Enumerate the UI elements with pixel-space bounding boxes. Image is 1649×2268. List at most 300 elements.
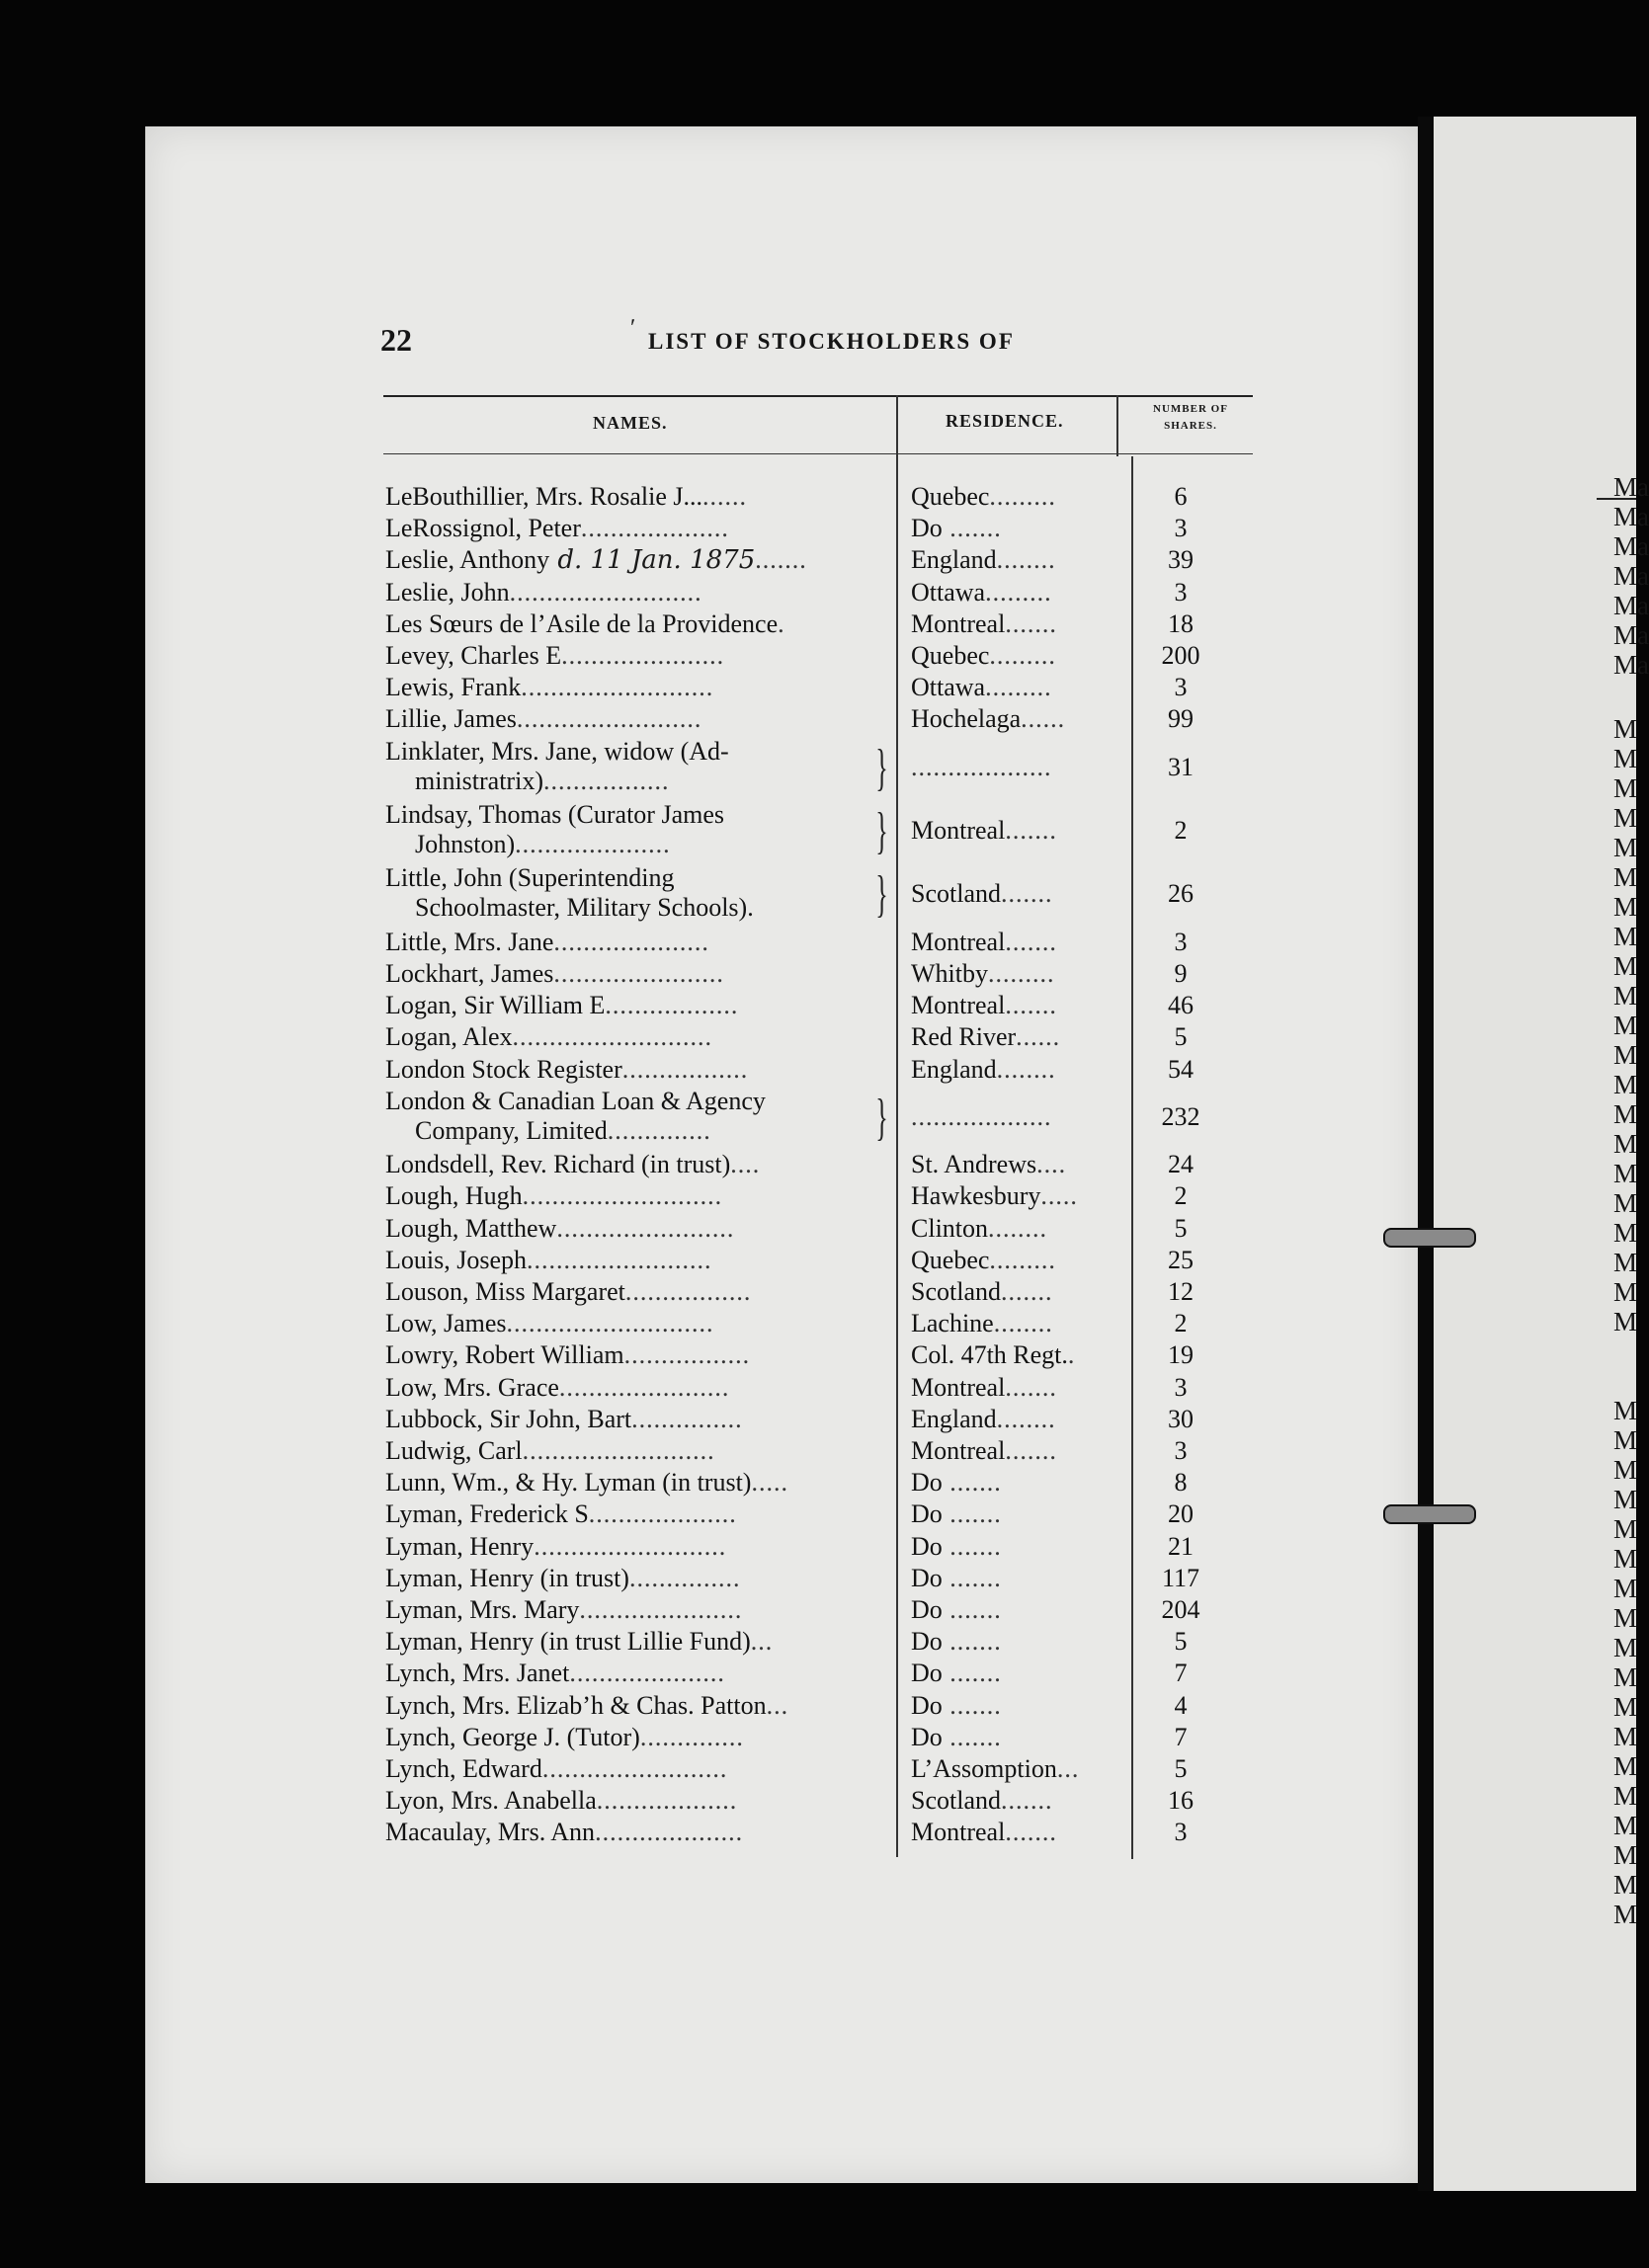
stockholder-name bbox=[385, 1564, 740, 1593]
binder-ring-lower bbox=[1383, 1504, 1476, 1524]
stockholder-name-line: Linklater, Mrs. Jane, widow (Ad- bbox=[385, 736, 729, 766]
leader-dots: ..................... bbox=[569, 1659, 725, 1688]
stockholder-residence: Montreal....... bbox=[911, 1818, 1057, 1847]
leader-dots: . bbox=[778, 608, 785, 638]
facing-page-fragment: M bbox=[1613, 1070, 1638, 1099]
stockholder-name-line: Lubbock, Sir John, Bart bbox=[385, 1404, 632, 1433]
facing-page-fragment: Ma bbox=[1613, 472, 1649, 502]
column-header-names: NAMES. bbox=[593, 413, 668, 433]
share-count: 204 bbox=[1161, 1595, 1200, 1624]
stockholder-name-line: Lyman, Henry bbox=[385, 1531, 535, 1561]
leader-dots: ........ bbox=[996, 1404, 1056, 1433]
share-count: 5 bbox=[1174, 1022, 1188, 1052]
entry-brace: } bbox=[875, 866, 888, 924]
leader-dots: ... bbox=[750, 1627, 774, 1657]
leader-dots: ....................... bbox=[553, 959, 724, 988]
stockholder-name bbox=[385, 1818, 743, 1847]
share-count: 3 bbox=[1174, 514, 1188, 543]
facing-page-fragment: M bbox=[1613, 981, 1638, 1011]
facing-page-fragment: M bbox=[1613, 1692, 1638, 1722]
leader-dots: ................. bbox=[624, 1277, 752, 1306]
leader-dots: ....... bbox=[755, 545, 807, 575]
stockholder-name bbox=[385, 1595, 742, 1625]
stockholder-residence: Scotland....... bbox=[911, 1786, 1053, 1816]
stockholder-residence: Col. 47th Regt.. bbox=[911, 1340, 1076, 1370]
page-number: 22 bbox=[380, 322, 412, 358]
stockholder-name bbox=[385, 514, 729, 543]
share-count: 200 bbox=[1161, 641, 1200, 670]
facing-page-fragment: M bbox=[1613, 1188, 1638, 1218]
stockholder-name bbox=[385, 1150, 760, 1179]
stockholder-name-line: Londsdell, Rev. Richard (in trust) bbox=[385, 1150, 731, 1179]
facing-page-fragment: M bbox=[1613, 1811, 1638, 1840]
stockholder-name-line: Lynch, Mrs. Janet bbox=[385, 1659, 570, 1688]
leader-dots: ................. bbox=[621, 1054, 749, 1084]
stockholder-name-line: Lough, Hugh bbox=[385, 1181, 523, 1211]
stockholder-name-line: LeBouthillier, Mrs. Rosalie J... bbox=[385, 482, 703, 511]
leader-dots: ..... bbox=[1040, 1181, 1078, 1211]
share-count: 5 bbox=[1174, 1627, 1188, 1657]
stockholder-name-line: Lockhart, James bbox=[385, 959, 554, 988]
stockholder-name-line: Lynch, Mrs. Elizab’h & Chas. Patton bbox=[385, 1690, 767, 1720]
leader-dots: ....... bbox=[942, 1659, 1002, 1688]
share-count: 3 bbox=[1174, 577, 1188, 607]
facing-page-fragment: M bbox=[1613, 1840, 1638, 1870]
stockholder-name bbox=[385, 1754, 727, 1784]
leader-dots: ....... bbox=[1005, 816, 1057, 845]
stockholder-residence: England........ bbox=[911, 1054, 1056, 1084]
leader-dots: .... bbox=[1036, 1150, 1067, 1179]
leader-dots: ....... bbox=[942, 1627, 1002, 1657]
leader-dots: . bbox=[1067, 1340, 1076, 1370]
stockholder-residence: Hochelaga...... bbox=[911, 704, 1066, 734]
leader-dots: ....... bbox=[1001, 879, 1053, 909]
stockholder-name bbox=[385, 545, 807, 575]
stockholder-name bbox=[385, 1277, 751, 1307]
leader-dots: ......... bbox=[989, 641, 1056, 670]
stockholder-name-line: Levey, Charles E bbox=[385, 641, 562, 670]
stockholder-name-line: Lyman, Mrs. Mary bbox=[385, 1595, 580, 1624]
share-count: 19 bbox=[1168, 1340, 1194, 1370]
stockholder-name bbox=[385, 1436, 715, 1466]
leader-dots: ....... bbox=[1001, 1277, 1053, 1306]
leader-dots: .......................... bbox=[509, 577, 702, 607]
column-header-shares: NUMBER OF SHARES. bbox=[1153, 403, 1228, 432]
stockholder-name bbox=[385, 1405, 743, 1434]
leader-dots: ..... bbox=[751, 1468, 788, 1498]
leader-dots: ................. bbox=[623, 1340, 751, 1370]
facing-page-fragment: M bbox=[1613, 714, 1638, 744]
stockholder-name-line: Lowry, Robert William bbox=[385, 1340, 624, 1370]
stockholder-residence: Do ....... bbox=[911, 1468, 1002, 1498]
stockholder-name bbox=[385, 1499, 737, 1529]
leader-dots: ....... bbox=[1005, 1436, 1057, 1465]
stockholder-residence: Montreal....... bbox=[911, 1372, 1057, 1402]
leader-dots: ......... bbox=[988, 959, 1055, 988]
leader-dots: ...... bbox=[1021, 704, 1066, 734]
stockholder-residence: Scotland....... bbox=[911, 1277, 1053, 1306]
stockholder-residence: Montreal....... bbox=[911, 816, 1057, 845]
share-count: 8 bbox=[1174, 1468, 1188, 1498]
leader-dots: ... bbox=[1056, 1754, 1080, 1783]
facing-page-fragment: M bbox=[1613, 1425, 1638, 1455]
leader-dots: ............... bbox=[628, 1563, 741, 1592]
book-gutter bbox=[1418, 117, 1434, 2191]
running-head: ʹ LIST OF STOCKHOLDERS OF bbox=[630, 315, 1015, 354]
leader-dots: ....................... bbox=[558, 1372, 730, 1402]
stockholder-name-line: London Stock Register bbox=[385, 1054, 622, 1084]
stockholder-name bbox=[385, 1181, 722, 1211]
share-count: 3 bbox=[1174, 1818, 1188, 1847]
facing-page-fragment: M bbox=[1613, 1129, 1638, 1159]
leader-dots: ......... bbox=[985, 577, 1052, 607]
leader-dots: ....... bbox=[942, 1531, 1002, 1561]
facing-page-fragment: M bbox=[1613, 922, 1638, 951]
stockholder-name-line: London & Canadian Loan & Agency bbox=[385, 1086, 766, 1115]
stockholder-residence: Do ....... bbox=[911, 1659, 1002, 1688]
entry-brace: } bbox=[875, 739, 888, 796]
share-count: 5 bbox=[1174, 1213, 1188, 1243]
leader-dots: ........................... bbox=[522, 1181, 723, 1211]
column-header-residence: RESIDENCE. bbox=[946, 411, 1064, 431]
facing-page-fragment: M bbox=[1613, 1900, 1638, 1929]
stockholder-name-line: Ludwig, Carl bbox=[385, 1436, 523, 1465]
stockholder-name bbox=[385, 1723, 744, 1752]
facing-page bbox=[1434, 117, 1649, 2191]
stockholder-residence: England........ bbox=[911, 545, 1056, 575]
leader-dots: ....... bbox=[1001, 1786, 1053, 1816]
column-rule-names bbox=[896, 395, 898, 1857]
facing-page-fragment: M bbox=[1613, 1662, 1638, 1692]
facing-page-fragment: M bbox=[1613, 1751, 1638, 1781]
stockholder-residence: St. Andrews.... bbox=[911, 1150, 1067, 1179]
facing-page-fragment: M bbox=[1613, 744, 1638, 773]
leader-dots: ...... bbox=[1016, 1022, 1061, 1052]
share-count: 16 bbox=[1168, 1786, 1194, 1816]
leader-dots: ..................... bbox=[515, 830, 671, 858]
stockholder-residence: Do ....... bbox=[911, 1595, 1002, 1624]
document-page bbox=[145, 126, 1418, 2183]
share-count: 12 bbox=[1168, 1277, 1194, 1306]
share-count: 9 bbox=[1174, 959, 1188, 988]
leader-dots: ....... bbox=[942, 1690, 1002, 1720]
facing-page-fragment: M bbox=[1613, 1870, 1638, 1900]
leader-dots: .............. bbox=[639, 1722, 744, 1751]
share-count: 24 bbox=[1168, 1150, 1194, 1179]
leader-dots: .................... bbox=[588, 1499, 737, 1529]
leader-dots: ................... bbox=[911, 1101, 1052, 1131]
stockholder-name bbox=[385, 1627, 773, 1657]
leader-dots: .......................... bbox=[522, 1436, 715, 1465]
facing-page-fragment: M bbox=[1613, 1159, 1638, 1188]
facing-page-fragment: Ma bbox=[1613, 620, 1649, 650]
stockholder-name bbox=[385, 800, 724, 859]
stockholder-name bbox=[385, 673, 713, 702]
share-count: 5 bbox=[1174, 1754, 1188, 1783]
stockholder-name bbox=[385, 1309, 714, 1338]
stockholder-name-line: Lyman, Frederick S bbox=[385, 1499, 589, 1529]
leader-dots: .......................... bbox=[521, 673, 714, 702]
share-count: 46 bbox=[1168, 991, 1194, 1020]
stockholder-name-continuation: Schoolmaster, Military Schools). bbox=[415, 893, 754, 923]
facing-page-fragment: M bbox=[1613, 1603, 1638, 1633]
facing-page-fragment: M bbox=[1613, 833, 1638, 862]
leader-dots: ..................... bbox=[553, 927, 709, 956]
leader-dots: ........ bbox=[996, 1054, 1056, 1084]
leader-dots: ....... bbox=[1005, 1372, 1057, 1402]
stockholder-name-line: Low, Mrs. Grace bbox=[385, 1372, 559, 1402]
facing-page-fragment: M bbox=[1613, 1277, 1638, 1307]
handwritten-annotation: d. 11 Jan. 1875 bbox=[549, 545, 756, 576]
share-count: 232 bbox=[1161, 1101, 1200, 1131]
stockholder-residence bbox=[911, 753, 1052, 782]
stockholder-residence: Quebec......... bbox=[911, 641, 1056, 670]
stockholder-residence: Do ....... bbox=[911, 1690, 1002, 1720]
stockholder-name bbox=[385, 482, 747, 512]
leader-dots: ......................... bbox=[516, 704, 702, 734]
facing-page-fragment: M bbox=[1613, 803, 1638, 833]
stockholder-name-line: Lewis, Frank bbox=[385, 673, 522, 702]
facing-page-fragment: M bbox=[1613, 1485, 1638, 1514]
share-count: 2 bbox=[1174, 1181, 1188, 1211]
leader-dots: ....... bbox=[942, 1722, 1002, 1751]
share-count: 31 bbox=[1168, 752, 1194, 781]
leader-dots: ....... bbox=[1005, 991, 1057, 1020]
stockholder-name-line: Macaulay, Mrs. Ann bbox=[385, 1818, 596, 1847]
column-rule-residence-head bbox=[1116, 395, 1118, 456]
stockholder-name bbox=[385, 1659, 725, 1688]
leader-dots: ................... bbox=[911, 752, 1052, 781]
leader-dots: .... bbox=[730, 1150, 761, 1179]
share-count: 117 bbox=[1161, 1563, 1200, 1592]
stockholder-name-continuation: Company, Limited.............. bbox=[415, 1115, 711, 1145]
stockholder-residence: Whitby......... bbox=[911, 959, 1055, 988]
share-count: 20 bbox=[1168, 1499, 1194, 1529]
facing-page-fragment: M bbox=[1613, 1307, 1638, 1336]
facing-page-fragment: M bbox=[1613, 1218, 1638, 1248]
share-count: 2 bbox=[1174, 816, 1188, 845]
leader-dots: ........ bbox=[993, 1309, 1053, 1338]
stockholder-residence: Hawkesbury..... bbox=[911, 1181, 1078, 1211]
stockholder-name bbox=[385, 578, 702, 608]
leader-dots: .................. bbox=[605, 991, 739, 1020]
stockholder-name bbox=[385, 1214, 734, 1244]
facing-page-fragment: Ma bbox=[1613, 502, 1649, 531]
stockholder-name bbox=[385, 863, 754, 923]
leader-dots: ......... bbox=[989, 482, 1056, 511]
stockholder-name bbox=[385, 1691, 788, 1721]
stockholder-name bbox=[385, 1246, 712, 1275]
stockholder-name bbox=[385, 1532, 726, 1562]
stockholder-name bbox=[385, 1373, 729, 1403]
stockholder-name bbox=[385, 991, 738, 1020]
facing-page-fragment: M bbox=[1613, 951, 1638, 981]
stockholder-residence: Lachine........ bbox=[911, 1309, 1053, 1338]
leader-dots: .............. bbox=[607, 1115, 711, 1145]
facing-page-fragment: M bbox=[1613, 1574, 1638, 1603]
facing-page-fragment: Ma bbox=[1613, 650, 1649, 680]
facing-page-fragment: Ma bbox=[1613, 531, 1649, 561]
stockholder-name-line: Lynch, George J. (Tutor) bbox=[385, 1722, 640, 1751]
stockholder-name-line: Lyman, Henry (in trust) bbox=[385, 1563, 629, 1592]
facing-page-fragment: M bbox=[1613, 1722, 1638, 1751]
stockholder-residence: Do ....... bbox=[911, 1722, 1002, 1751]
leader-dots: ....... bbox=[942, 1499, 1002, 1529]
header-bottom-rule bbox=[383, 453, 1253, 454]
stockholder-residence: Ottawa......... bbox=[911, 673, 1052, 702]
stockholder-name bbox=[385, 1340, 750, 1370]
stockholder-name-line: Lindsay, Thomas (Curator James bbox=[385, 800, 724, 829]
leader-dots: ....... bbox=[942, 1563, 1002, 1592]
leader-dots: ........ bbox=[996, 545, 1056, 575]
running-head-text: LIST OF STOCKHOLDERS OF bbox=[648, 329, 1015, 354]
stockholder-residence: England........ bbox=[911, 1404, 1056, 1433]
leader-dots: ........................ bbox=[556, 1213, 735, 1243]
facing-page-fragment: M bbox=[1613, 1099, 1638, 1129]
binder-ring-upper bbox=[1383, 1228, 1476, 1248]
share-count: 39 bbox=[1168, 545, 1194, 575]
share-count: 25 bbox=[1168, 1245, 1194, 1274]
entry-brace: } bbox=[875, 1089, 888, 1146]
column-rule-residence bbox=[1131, 456, 1133, 1859]
stockholder-name-continuation: ministratrix)................. bbox=[415, 766, 670, 795]
stockholder-name-line: Lyon, Mrs. Anabella bbox=[385, 1786, 597, 1816]
leader-dots: ......... bbox=[989, 1245, 1056, 1274]
facing-page-fragment: M bbox=[1613, 1396, 1638, 1425]
leader-dots: ....... bbox=[942, 1468, 1002, 1498]
leader-dots: ............... bbox=[631, 1404, 743, 1433]
stockholder-residence: Montreal....... bbox=[911, 991, 1057, 1020]
stockholder-residence: Do ....... bbox=[911, 1627, 1002, 1657]
stockholder-residence: L’Assomption... bbox=[911, 1754, 1080, 1783]
share-count: 30 bbox=[1168, 1404, 1194, 1433]
stockholder-name bbox=[385, 1087, 766, 1146]
stockholder-residence: Do ....... bbox=[911, 1531, 1002, 1561]
stockholder-name-line: Les Sœurs de l’Asile de la Providence bbox=[385, 608, 779, 638]
stockholder-name bbox=[385, 737, 729, 796]
share-count: 2 bbox=[1174, 1309, 1188, 1338]
stockholder-name-continuation: Johnston)..................... bbox=[415, 830, 671, 858]
stockholder-name bbox=[385, 959, 724, 989]
stockholder-name-line: Leslie, John bbox=[385, 577, 510, 607]
facing-page-fragment: M bbox=[1613, 1248, 1638, 1277]
facing-page-fragment: M bbox=[1613, 1040, 1638, 1070]
stockholder-name bbox=[385, 1022, 712, 1052]
stockholder-name-line: Logan, Alex bbox=[385, 1022, 513, 1052]
share-count: 21 bbox=[1168, 1531, 1194, 1561]
leader-dots: .................... bbox=[595, 1818, 744, 1847]
share-count: 3 bbox=[1174, 927, 1188, 956]
leader-dots: ............................ bbox=[506, 1309, 714, 1338]
leader-dots: ................. bbox=[542, 766, 670, 795]
stockholder-residence: Do ....... bbox=[911, 1499, 1002, 1529]
leader-dots: ....... bbox=[1005, 608, 1057, 638]
stockholder-residence: Scotland....... bbox=[911, 879, 1053, 909]
share-count: 99 bbox=[1168, 704, 1194, 734]
stockholder-name-line: Little, Mrs. Jane bbox=[385, 927, 554, 956]
leader-dots: ........ bbox=[988, 1213, 1048, 1243]
stockholder-residence: Do ....... bbox=[911, 514, 1002, 543]
table-top-rule bbox=[383, 395, 1253, 397]
leader-dots: ................... bbox=[596, 1786, 738, 1816]
facing-page-fragment: M bbox=[1613, 1781, 1638, 1811]
leader-dots: ......................... bbox=[527, 1245, 712, 1274]
leader-dots: ....... bbox=[1005, 1818, 1057, 1847]
share-count: 3 bbox=[1174, 1436, 1188, 1465]
stockholder-name bbox=[385, 1055, 748, 1085]
share-count: 4 bbox=[1174, 1690, 1188, 1720]
stockholder-name-line: Lunn, Wm., & Hy. Lyman (in trust) bbox=[385, 1468, 752, 1498]
stockholder-name bbox=[385, 641, 724, 671]
facing-page-fragment: Ma bbox=[1613, 591, 1649, 620]
facing-page-fragment: M bbox=[1613, 892, 1638, 922]
share-count: 18 bbox=[1168, 608, 1194, 638]
share-count: 54 bbox=[1168, 1054, 1194, 1084]
leader-dots: ... bbox=[766, 1690, 789, 1720]
leader-dots: ...................... bbox=[561, 641, 725, 670]
entry-brace: } bbox=[875, 803, 888, 859]
leader-dots: ...................... bbox=[579, 1595, 743, 1624]
leader-dots: ...... bbox=[702, 482, 748, 511]
stockholder-residence bbox=[911, 1102, 1052, 1132]
share-count: 7 bbox=[1174, 1722, 1188, 1751]
share-count: 6 bbox=[1174, 482, 1188, 511]
stockholder-name-line: Lough, Matthew bbox=[385, 1213, 557, 1243]
stockholder-name bbox=[385, 1468, 788, 1498]
stockholder-name-line: Lyman, Henry (in trust Lillie Fund) bbox=[385, 1627, 751, 1657]
facing-page-fragment: M bbox=[1613, 1544, 1638, 1574]
stockholder-name-line: Low, James bbox=[385, 1309, 507, 1338]
stockholder-name-line: Leslie, Anthony bbox=[385, 545, 550, 575]
leader-dots: .................... bbox=[580, 514, 729, 543]
stockholder-residence: Montreal....... bbox=[911, 1436, 1057, 1465]
facing-page-fragment: M bbox=[1613, 1455, 1638, 1485]
stockholder-name-line: Louson, Miss Margaret bbox=[385, 1277, 625, 1306]
facing-page-fragment: M bbox=[1613, 1633, 1638, 1662]
stockholder-residence: Quebec......... bbox=[911, 482, 1056, 511]
stockholder-name bbox=[385, 928, 709, 957]
stockholder-name-line: Louis, Joseph bbox=[385, 1245, 527, 1274]
share-count: 3 bbox=[1174, 1372, 1188, 1402]
leader-dots: ........................... bbox=[512, 1022, 713, 1052]
share-count: 7 bbox=[1174, 1659, 1188, 1688]
facing-page-fragment: M bbox=[1613, 1011, 1638, 1040]
stockholder-residence: Quebec......... bbox=[911, 1245, 1056, 1274]
share-count: 26 bbox=[1168, 879, 1194, 909]
leader-dots: ....... bbox=[942, 1595, 1002, 1624]
stockholder-residence: Montreal....... bbox=[911, 608, 1057, 638]
stockholder-name-line: LeRossignol, Peter bbox=[385, 514, 581, 543]
leader-dots: ....... bbox=[942, 514, 1002, 543]
stockholder-name bbox=[385, 609, 785, 639]
stockholder-name-line: Lillie, James bbox=[385, 704, 517, 734]
leader-dots: .......................... bbox=[534, 1531, 727, 1561]
stockholder-name-line: Little, John (Superintending bbox=[385, 863, 675, 893]
stockholder-residence: Clinton........ bbox=[911, 1213, 1048, 1243]
leader-dots: ......................... bbox=[541, 1754, 728, 1783]
facing-page-fragment: M bbox=[1613, 773, 1638, 803]
stockholder-name bbox=[385, 704, 701, 734]
share-count: 3 bbox=[1174, 673, 1188, 702]
stockholder-residence: Montreal....... bbox=[911, 927, 1057, 956]
leader-dots: ....... bbox=[1005, 927, 1057, 956]
stockholder-residence: Red River...... bbox=[911, 1022, 1061, 1052]
facing-page-fragment: M bbox=[1613, 1514, 1638, 1544]
facing-page-fragment: M bbox=[1613, 862, 1638, 892]
facing-page-fragment: Ma bbox=[1613, 561, 1649, 591]
stockholder-residence: Ottawa......... bbox=[911, 577, 1052, 607]
stockholder-residence: Do ....... bbox=[911, 1563, 1002, 1592]
